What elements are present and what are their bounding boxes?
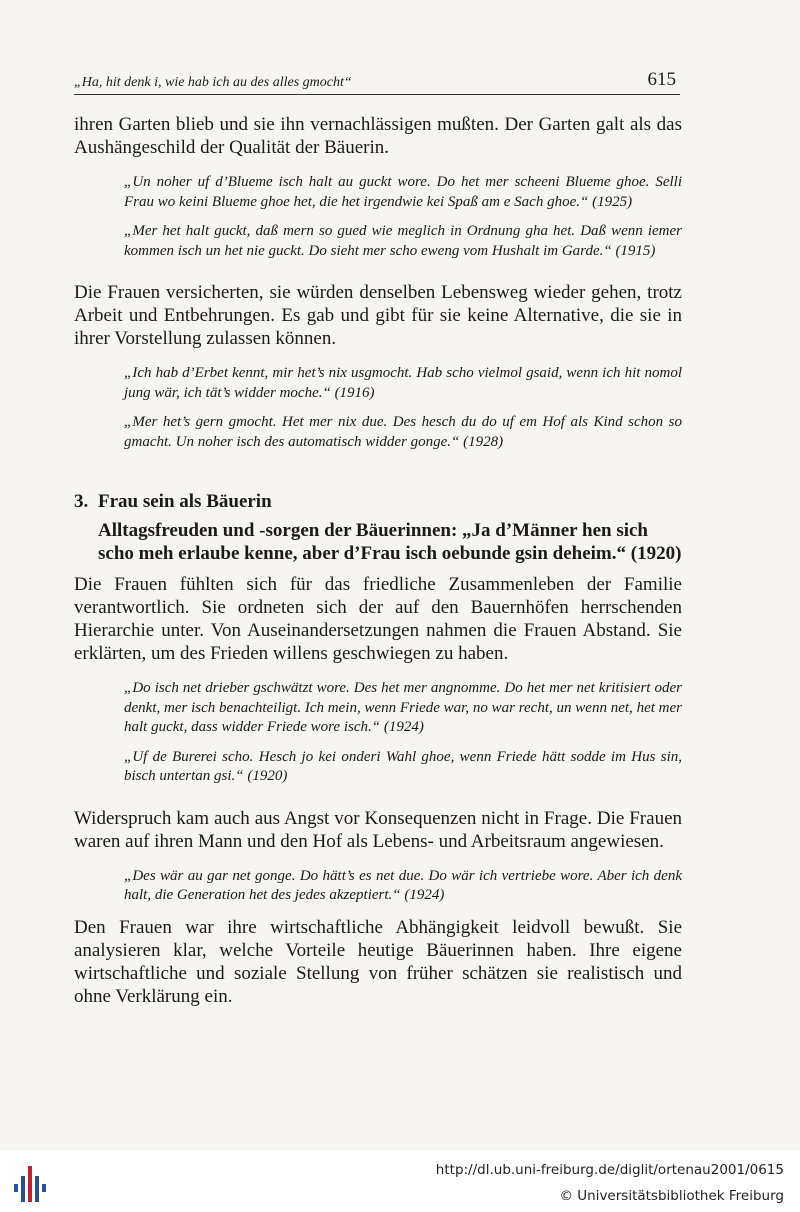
quote: „Mer het’s gern gmocht. Het mer nix due. Des hesch du do uf em Hof als Kind schon so gmacht. Un noher isch des automatisch widder gonge.“ (1928) bbox=[124, 414, 682, 450]
quote: „Ich hab d’Erbet kennt, mir het’s nix usgmocht. Hab scho vielmol gsaid, wenn ich hit nomol jung wär, ich tät’s widder moche.“ (1916) bbox=[124, 365, 682, 401]
quote: „Des wär au gar net gonge. Do hätt’s es net due. Do wär ich vertriebe wore. Aber ich denk halt, die Generation het des jedes akzeptiert.“ (1924) bbox=[124, 867, 682, 903]
running-title: „Ha, hit denk i, wie hab ich au des alles gmocht“ bbox=[74, 75, 352, 90]
running-head bbox=[74, 66, 680, 95]
section-heading bbox=[74, 490, 682, 514]
page-content bbox=[74, 113, 682, 1022]
ub-freiburg-logo-icon bbox=[8, 1162, 52, 1206]
quote: „Un noher uf d’Blueme isch halt au guckt wore. Do het mer scheeni Blueme ghoe. Selli Frau wo keini Blueme ghoe het, die het irgendwie kei Spaß am e Sach ghoe.“ (1925) bbox=[124, 174, 682, 210]
paragraph: Die Frauen versicherten, sie würden denselben Lebensweg wieder gehen, trotz Arbeit und Entbehrungen. Es gab und gibt für sie keine Alternative, die sie in ihrer Vorstellung zulassen können. bbox=[74, 282, 682, 349]
paragraph: Die Frauen fühlten sich für das friedliche Zusammenleben der Familie verantwortlich. Sie ordneten sich der auf den Bauernhöfen herrschenden Hierarchie unter. Von Auseinandersetzungen nahmen die Frauen Abstand. Sie erklärten, um des Frieden willens geschwiegen zu haben. bbox=[74, 574, 682, 664]
footer-bar bbox=[0, 1150, 800, 1212]
subsection-heading: Alltagsfreuden und -sorgen der Bäuerinnen: „Ja d’Männer hen sich scho meh erlaube kenne, aber d’Frau isch oebunde gsin deheim.“ (1920) bbox=[98, 520, 682, 564]
quote: „Mer het halt guckt, daß mern so gued wie meglich in Ordnung gha het. Daß wenn iemer kommen isch un het nie guckt. Do sieht mer scho eweng vom Hushalt im Garde.“ (1915) bbox=[124, 223, 682, 259]
paragraph: ihren Garten blieb und sie ihn vernachlässigen mußten. Der Garten galt als das Aushängeschild der Qualität der Bäuerin. bbox=[74, 114, 682, 158]
section-number: 3. bbox=[74, 491, 89, 512]
copyright-notice: © Universitätsbibliothek Freiburg bbox=[559, 1188, 784, 1204]
section-title: Frau sein als Bäuerin bbox=[98, 491, 272, 512]
quote: „Do isch net drieber gschwätzt wore. Des het mer angnomme. Do het mer net kritisiert oder denkt, mer isch benachteiligt. Ich mein, wenn Friede war, no war recht, un wenn net, het mer halt guckt, dass widder Friede wore isch.“ (1924) bbox=[124, 680, 682, 735]
source-url-link[interactable]: http://dl.ub.uni-freiburg.de/diglit/ortenau2001/0615 bbox=[435, 1162, 784, 1178]
paragraph: Den Frauen war ihre wirtschaftliche Abhängigkeit leidvoll bewußt. Sie analysieren klar, welche Vorteile heutige Bäuerinnen haben. Ihre eigene wirtschaftliche und soziale Stellung von früher schätzen sie realistisch und ohne Verklärung ein. bbox=[74, 916, 682, 1007]
quote: „Uf de Burerei scho. Hesch jo kei onderi Wahl ghoe, wenn Friede hätt sodde im Hus sin, bisch untertan gsi.“ (1920) bbox=[124, 748, 682, 784]
paragraph: Widerspruch kam auch aus Angst vor Konsequenzen nicht in Frage. Die Frauen waren auf ihren Mann und den Hof als Lebens- und Arbeitsraum angewiesen. bbox=[74, 807, 682, 852]
page-number: 615 bbox=[647, 69, 676, 90]
